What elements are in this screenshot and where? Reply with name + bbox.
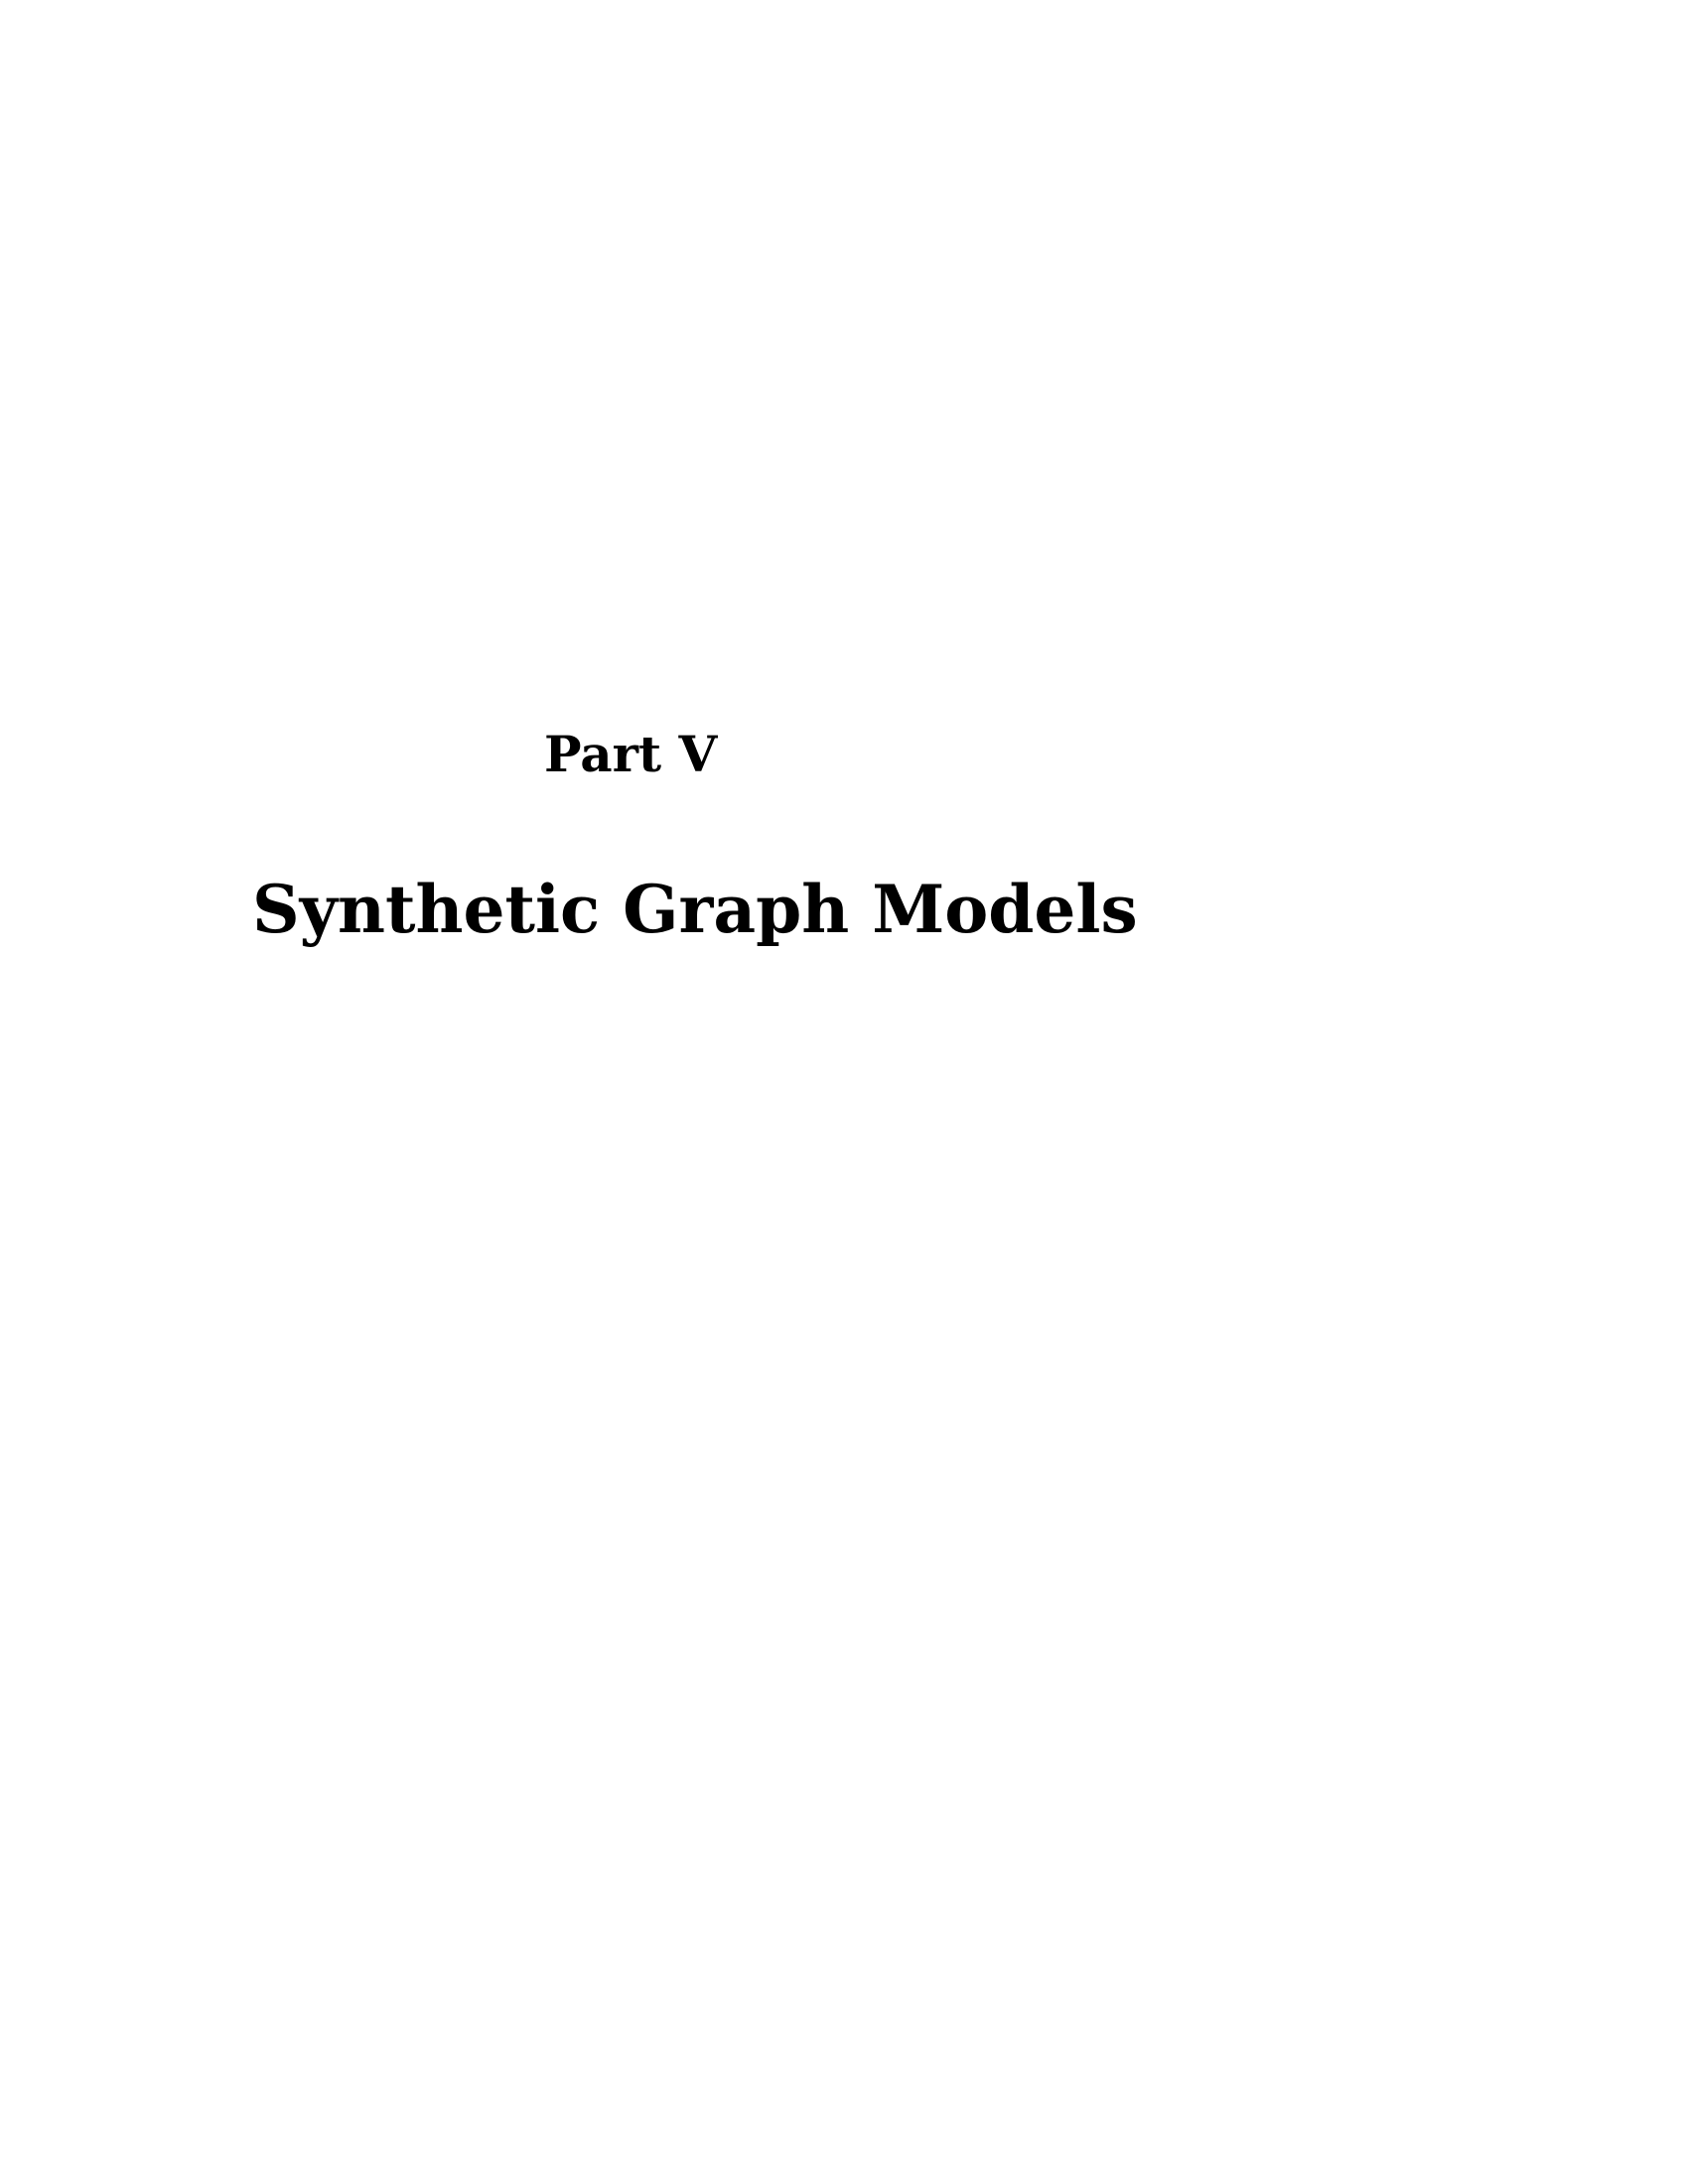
- part-title-heading: Synthetic Graph Models: [252, 871, 1138, 948]
- part-number-heading: Part V: [544, 725, 718, 783]
